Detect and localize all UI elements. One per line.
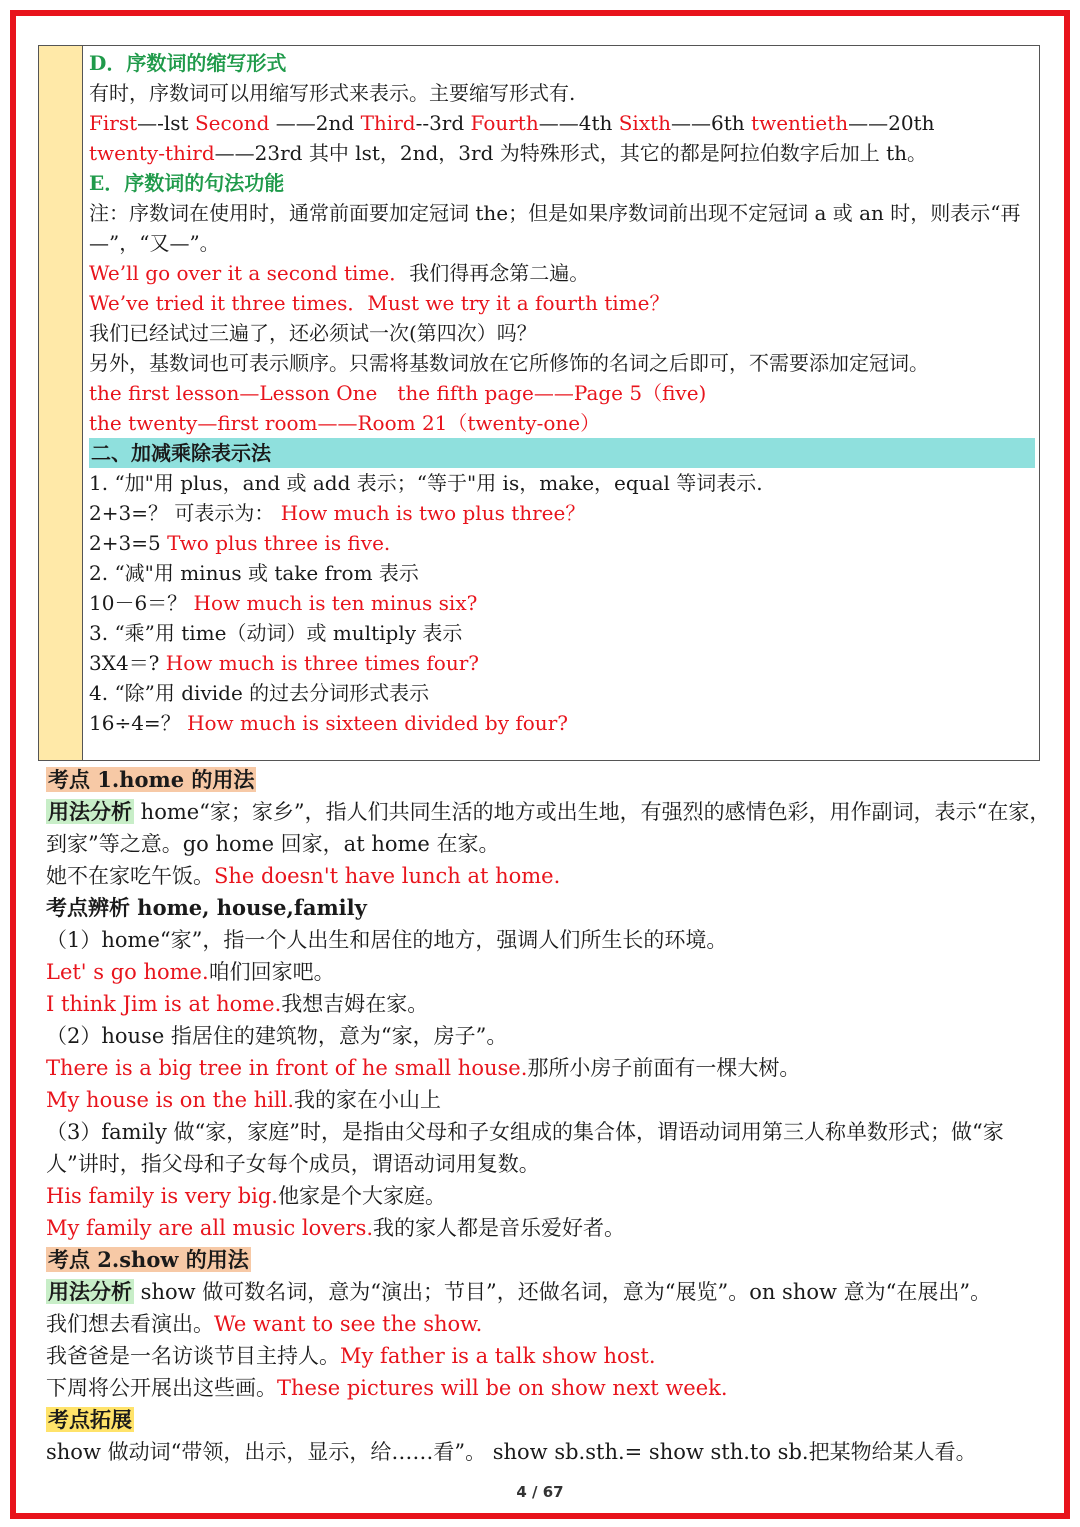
show-heading: 考点 2.show 的用法 (48, 1247, 249, 1272)
example-cn: 下周将公开展出这些画。 (46, 1376, 277, 1400)
mul-question (89, 648, 1035, 678)
example-cn: 我们得再念第二遍。 (409, 261, 590, 285)
home-analysis-text: home“家；家乡”，指人们共同生活的地方或出生地，有强烈的感情色彩，用作副词，表示“在家，到家”等之意。go home 回家，at home 在家。 (46, 800, 1051, 856)
home-example-1 (46, 860, 1056, 892)
show-analysis-label: 用法分析 (48, 1279, 132, 1304)
abbr-first: First (89, 111, 138, 135)
div-question-en: How much is sixteen divided by four? (187, 711, 568, 735)
sub-rule: 2. “减"用 minus 或 take from 表示 (89, 561, 419, 585)
notes-section (46, 764, 1056, 1468)
abbr-row-2 (89, 138, 1035, 168)
example-cn: 我的家在小山上 (294, 1088, 442, 1112)
abbr-third: Third (360, 111, 416, 135)
div-question-cn: 16÷4=？ (89, 711, 181, 735)
home-example-3 (46, 988, 1056, 1020)
abbr-second-short: ——2nd (275, 111, 355, 135)
example-cn: 他家是个大家庭。 (277, 1184, 446, 1208)
add-answer (89, 528, 1035, 558)
example-cn: 我们想去看演出。 (46, 1312, 214, 1336)
example-en: She doesn't have lunch at home. (214, 864, 561, 888)
section-d-intro: 有时，序数词可以用缩写形式来表示。主要缩写形式有. (89, 81, 576, 105)
abbr-twentythird: twenty-third (89, 141, 215, 165)
example-line-2: We’ve tried it three times．Must we try it a fourth time？ (89, 291, 670, 315)
home-example-5 (46, 1084, 1056, 1116)
example-en: We want to see the show. (214, 1312, 483, 1336)
example-line-2-cn: 我们已经试过三遍了，还必须试一次(第四次）吗？ (89, 321, 537, 345)
add-answer-en: Two plus three is five. (167, 531, 391, 555)
abbr-row-1 (89, 108, 1035, 138)
add-question (89, 498, 1035, 528)
example-en: His family is very big. (46, 1184, 278, 1208)
example-cn: 她不在家吃午饭。 (46, 864, 214, 888)
home-point-3: （3）family 做“家，家庭”时，是指由父母和子女组成的集合体，谓语动词用第三人称单数形式；做“家人”讲时，指父母和子女每个成员，谓语动词用复数。 (46, 1120, 1004, 1176)
show-example-3 (46, 1372, 1056, 1404)
example-en: My father is a talk show host. (340, 1344, 656, 1368)
section-d-heading: D．序数词的缩写形式 (89, 51, 287, 75)
home-heading-line (46, 764, 1056, 796)
example-line-3: the first lesson—Lesson One the fifth page——Page 5（five) (89, 381, 707, 405)
section-e-heading: E．序数词的句法功能 (89, 171, 285, 195)
section-2-heading: 二、加减乘除表示法 (89, 438, 1035, 468)
home-example-4 (46, 1052, 1056, 1084)
show-example-1 (46, 1308, 1056, 1340)
show-analysis-text: show 做可数名词，意为“演出；节目”，还做名词，意为“展览”。on show 意为“在展出”。 (134, 1280, 992, 1304)
abbr-third-short: --3rd (415, 111, 465, 135)
home-analysis-label: 用法分析 (48, 799, 132, 824)
example-line-1 (89, 258, 1035, 288)
sub-question (89, 588, 1035, 618)
abbr-sixth: Sixth (618, 111, 672, 135)
show-ext-text: show 做动词“带领，出示，显示，给……看”。 show sb.sth.= show sth.to sb.把某物给某人看。 (46, 1440, 977, 1464)
example-cn: 我爸爸是一名访谈节目主持人。 (46, 1344, 340, 1368)
example-en: Let' s go home. (46, 960, 209, 984)
add-rule: 1. “加"用 plus，and 或 add 表示；“等于"用 is，make，equal 等词表示. (89, 471, 763, 495)
home-heading: 考点 1.home 的用法 (48, 767, 255, 792)
mul-question-cn: 3X4＝? (89, 651, 160, 675)
example-en: My family are all music lovers. (46, 1216, 374, 1240)
abbr-twentieth-short: ——20th (848, 111, 935, 135)
example-cn: 那所小房子前面有一棵大树。 (527, 1056, 801, 1080)
home-example-7 (46, 1212, 1056, 1244)
abbr-twentieth: twentieth (751, 111, 849, 135)
example-en: I think Jim is at home. (46, 992, 282, 1016)
section-e-note: 注：序数词在使用时，通常前面要加定冠词 the；但是如果序数词前出现不定冠词 a 或 an 时，则表示“再—”，“又—”。 (89, 201, 1021, 255)
example-cn: 我的家人都是音乐爱好者。 (373, 1216, 626, 1240)
example-en: We’ll go over it a second time． (89, 261, 410, 285)
add-question-cn: 2+3=？ 可表示为： (89, 501, 275, 525)
example-line-4: the twenty—first room——Room 21（twenty-one） (89, 411, 601, 435)
home-distinguish: 考点辨析 home, house,family (46, 895, 367, 920)
abbr-twentythird-short: ——23rd (214, 141, 303, 165)
add-question-en: How much is two plus three？ (280, 501, 586, 525)
home-point-1: （1）home“家”，指一个人出生和居住的地方，强调人们所生长的环境。 (46, 928, 728, 952)
home-point-2: （2）house 指居住的建筑物，意为“家，房子”。 (46, 1024, 508, 1048)
grammar-table (38, 45, 1040, 761)
table-left-stripe (39, 46, 83, 760)
sub-question-cn: 10－6＝？ (89, 591, 188, 615)
abbr-fourth: Fourth (470, 111, 539, 135)
show-heading-line (46, 1244, 1056, 1276)
add-answer-cn: 2+3=5 (89, 531, 161, 555)
example-cn: 咱们回家吧。 (208, 960, 335, 984)
example-en: My house is on the hill. (46, 1088, 295, 1112)
sub-question-en: How much is ten minus six? (193, 591, 478, 615)
home-analysis (46, 796, 1056, 860)
home-example-2 (46, 956, 1056, 988)
abbr-first-short: —-lst (137, 111, 189, 135)
show-ext-heading-line (46, 1404, 1056, 1436)
div-rule: 4. “除”用 divide 的过去分词形式表示 (89, 681, 430, 705)
example-en: These pictures will be on show next week. (277, 1376, 728, 1400)
home-example-6 (46, 1180, 1056, 1212)
abbr-fourth-short: ——4th (538, 111, 613, 135)
cardinal-note: 另外，基数词也可表示顺序。只需将基数词放在它所修饰的名词之后即可，不需要添加定冠词。 (89, 351, 929, 375)
show-analysis (46, 1276, 1056, 1308)
abbr-sixth-short: ——6th (671, 111, 745, 135)
example-en: There is a big tree in front of he small house. (46, 1056, 528, 1080)
abbr-second: Second (194, 111, 270, 135)
show-ext-heading: 考点拓展 (48, 1407, 132, 1432)
page-number: 4 / 67 (516, 1483, 564, 1501)
show-example-2 (46, 1340, 1056, 1372)
abbr-note: 其中 lst，2nd，3rd 为特殊形式，其它的都是阿拉伯数字后加上 th。 (308, 141, 928, 165)
mul-question-en: How much is three times four? (165, 651, 480, 675)
mul-rule: 3. “乘”用 time（动词）或 multiply 表示 (89, 621, 463, 645)
example-cn: 我想吉姆在家。 (281, 992, 429, 1016)
div-question (89, 708, 1035, 738)
table-content (89, 46, 1035, 738)
